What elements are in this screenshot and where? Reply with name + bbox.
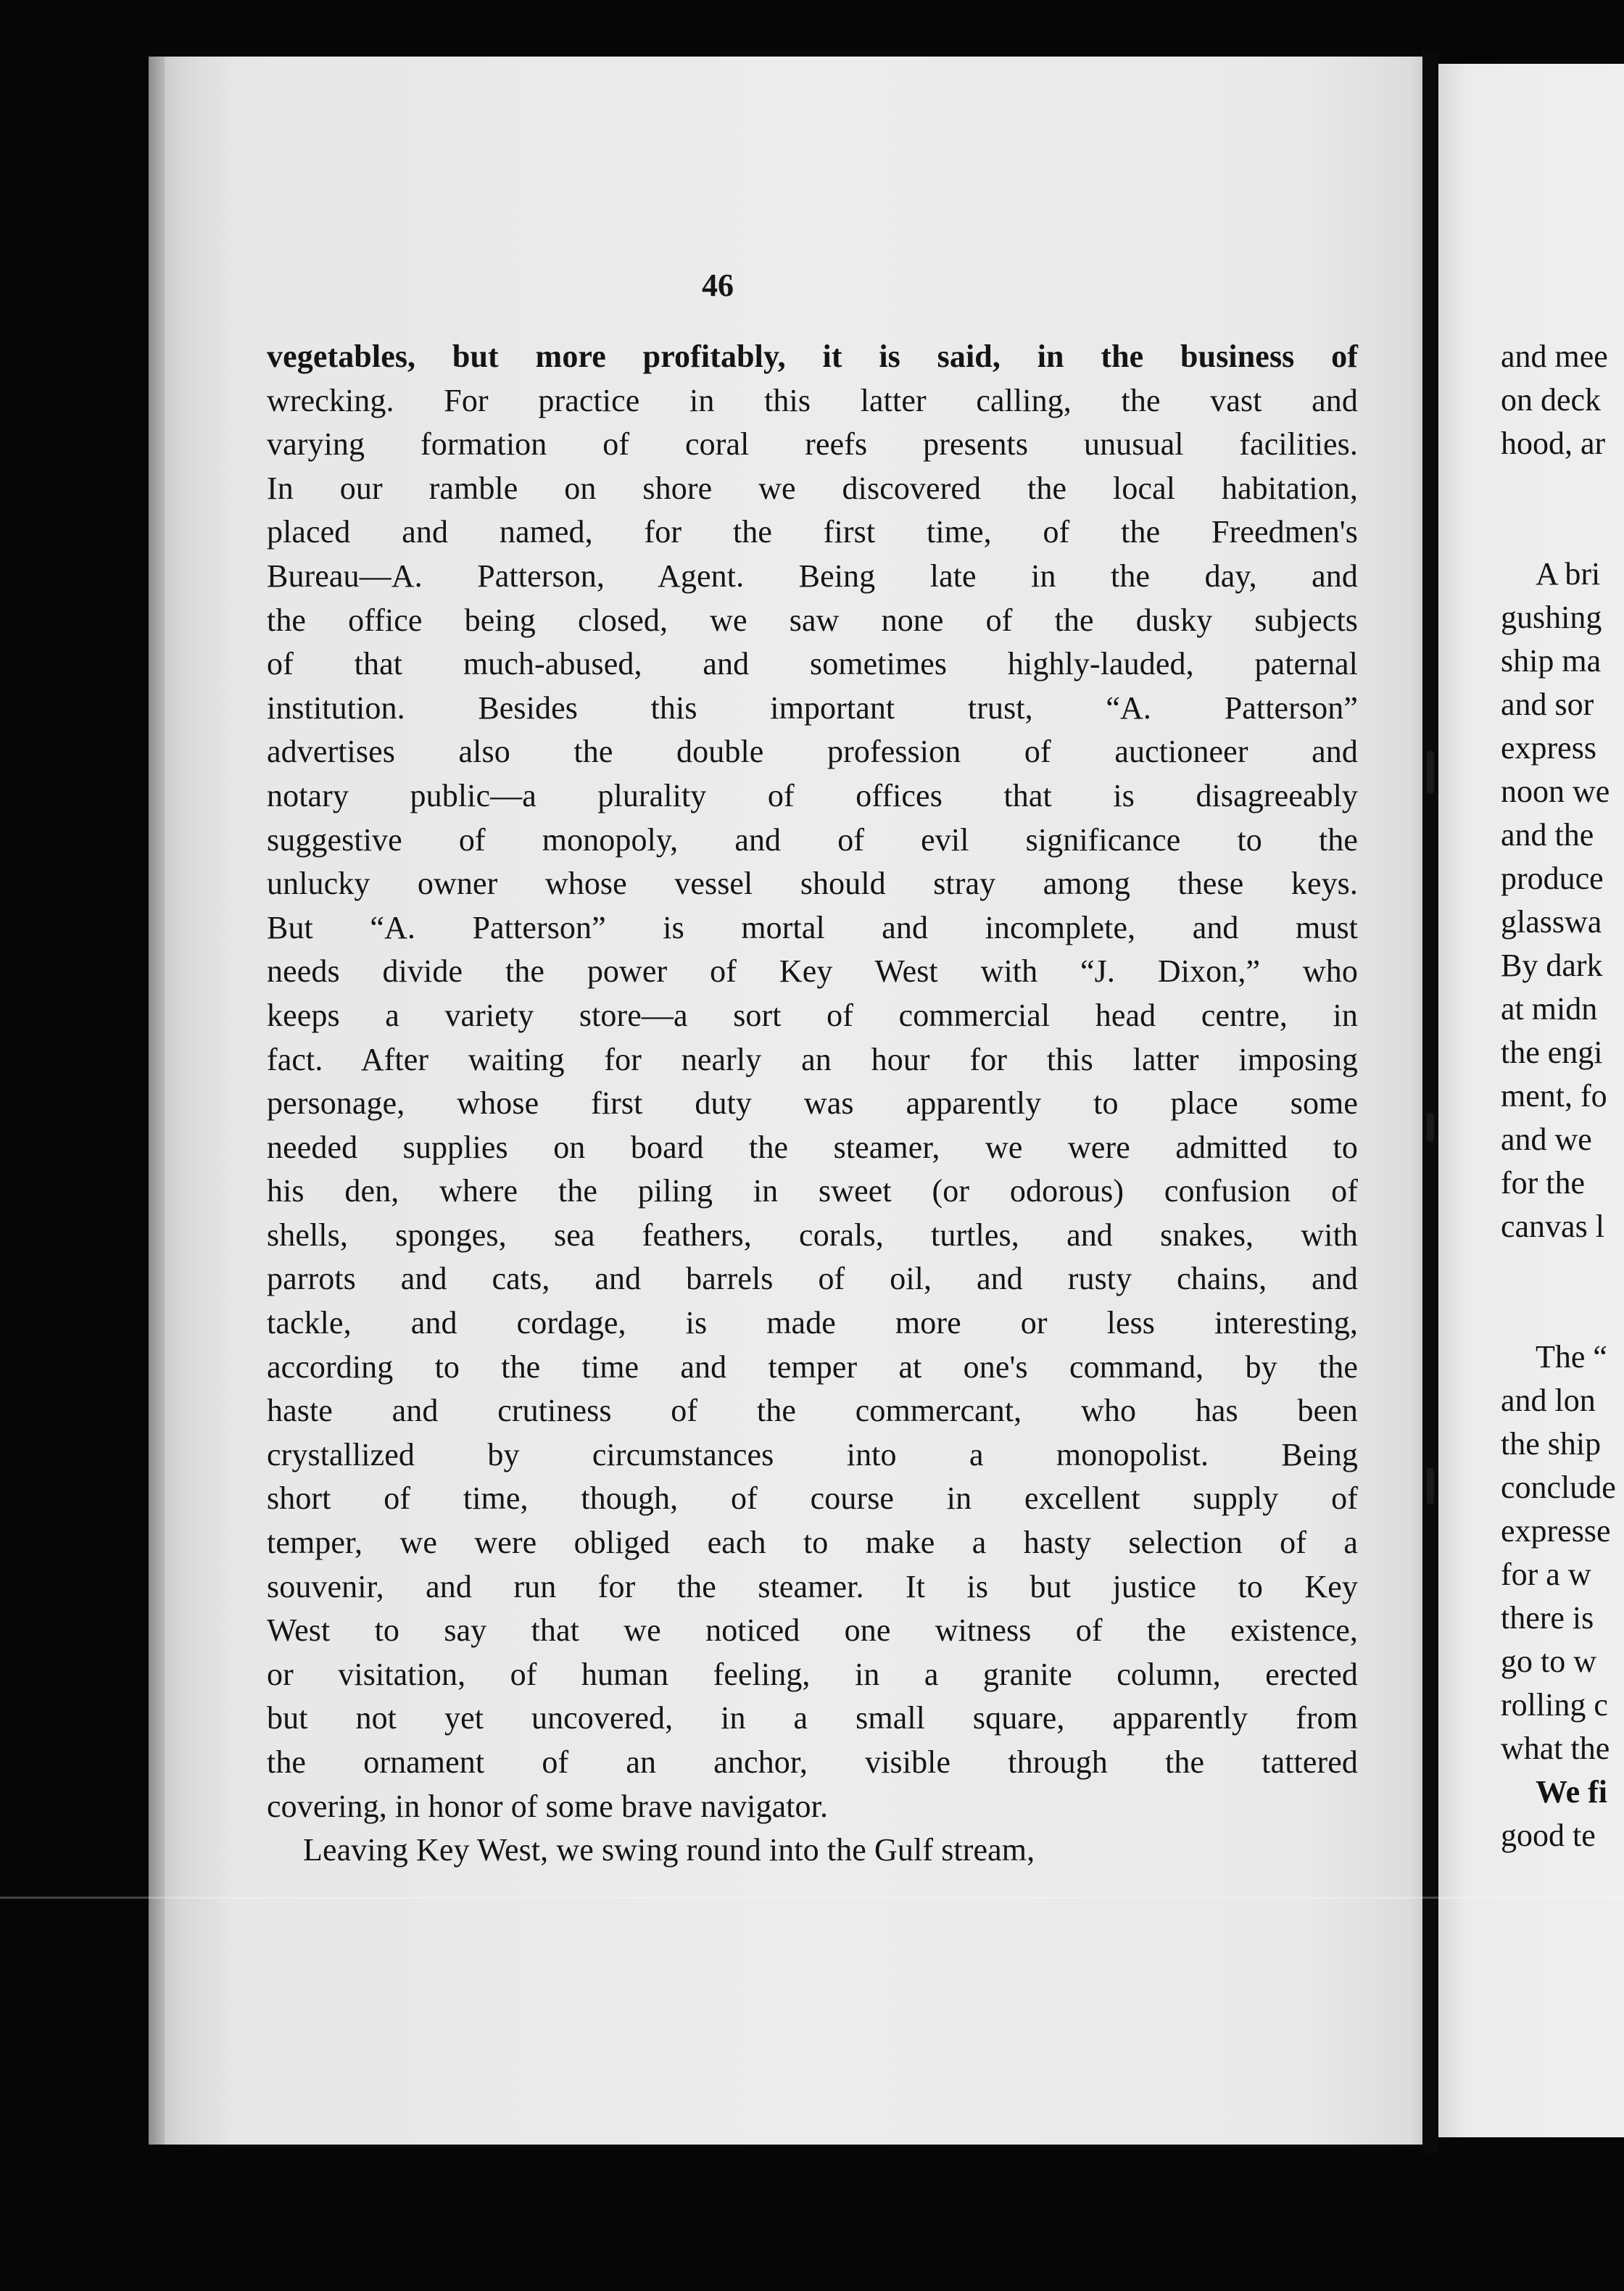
scan-artifact-line xyxy=(0,1897,1624,1899)
text-line: West to say that we noticed one witness of the existence, xyxy=(267,1612,1358,1649)
right-page-line: We fi xyxy=(1536,1774,1607,1810)
right-page-line: the ship xyxy=(1501,1426,1602,1462)
text-line: needed supplies on board the steamer, we were admitted to xyxy=(267,1129,1358,1165)
right-page-line: hood, ar xyxy=(1501,426,1606,461)
text-line: short of time, though, of course in excellent supply of xyxy=(267,1480,1358,1517)
right-page-line: and lon xyxy=(1501,1383,1596,1418)
binding-mark xyxy=(1427,1113,1434,1142)
text-line: wrecking. For practice in this latter calling, the vast and xyxy=(267,382,1358,418)
text-line: notary public—a plurality of offices that is disagreeably xyxy=(267,777,1358,813)
right-page-line: noon we xyxy=(1501,774,1610,809)
text-line: crystallized by circumstances into a monopolist. Being xyxy=(267,1436,1358,1472)
right-page-line: gushing xyxy=(1501,600,1602,635)
text-line: Leaving Key West, we swing round into the Gulf stream, xyxy=(303,1832,1035,1868)
right-page-line: at midn xyxy=(1501,991,1598,1027)
right-page-line: expresse xyxy=(1501,1513,1611,1549)
binding-mark xyxy=(1427,750,1434,794)
right-page-line: for a w xyxy=(1501,1557,1591,1592)
right-page-line: A bri xyxy=(1536,556,1601,592)
text-line: haste and crutiness of the commercant, who has been xyxy=(267,1393,1358,1429)
right-page-line: ship ma xyxy=(1501,643,1602,679)
right-page-line: the engi xyxy=(1501,1035,1603,1070)
right-page-line: go to w xyxy=(1501,1644,1596,1679)
right-page-line: on deck xyxy=(1501,382,1602,418)
text-line: covering, in honor of some brave navigator. xyxy=(267,1788,829,1824)
binding-mark xyxy=(1427,1468,1434,1504)
right-page-line: rolling c xyxy=(1501,1687,1608,1723)
right-page-line: what the xyxy=(1501,1731,1610,1766)
text-line: shells, sponges, sea feathers, corals, turtles, and snakes, with xyxy=(267,1217,1358,1253)
right-page-line: produce xyxy=(1501,861,1604,896)
right-page-line: The “ xyxy=(1536,1339,1607,1375)
text-line: parrots and cats, and barrels of oil, and rusty chains, and xyxy=(267,1261,1358,1297)
right-page-line: glasswa xyxy=(1501,904,1602,940)
right-page-line: there is xyxy=(1501,1600,1594,1636)
right-page-line: and we xyxy=(1501,1122,1592,1157)
text-line: suggestive of monopoly, and of evil significance to the xyxy=(267,821,1358,858)
text-line: But “A. Patterson” is mortal and incomplete, and must xyxy=(267,909,1358,945)
text-line: unlucky owner whose vessel should stray among these keys. xyxy=(267,866,1358,902)
text-line: but not yet uncovered, in a small square, apparently from xyxy=(267,1700,1358,1736)
right-page-line: and sor xyxy=(1501,687,1594,722)
text-line: of that much-abused, and sometimes highly-lauded, paternal xyxy=(267,646,1358,682)
right-page-line: and the xyxy=(1501,817,1594,853)
text-line: the ornament of an anchor, visible through the tattered xyxy=(267,1744,1358,1780)
right-page-line: for the xyxy=(1501,1165,1586,1201)
text-line: his den, where the piling in sweet (or odorous) confusion of xyxy=(267,1173,1358,1209)
text-line: institution. Besides this important trust, “A. Patterson” xyxy=(267,689,1358,726)
text-line: advertises also the double profession of auctioneer and xyxy=(267,734,1358,770)
text-line: the office being closed, we saw none of the dusky subjects xyxy=(267,602,1358,638)
text-line: varying formation of coral reefs presents unusual facilities. xyxy=(267,426,1358,463)
page-number-text: 46 xyxy=(702,268,734,303)
text-line: tackle, and cordage, is made more or less interesting, xyxy=(267,1305,1358,1341)
right-page-line: ment, fo xyxy=(1501,1078,1607,1114)
text-line: temper, we were obliged each to make a hasty selection of a xyxy=(267,1525,1358,1561)
text-line: vegetables, but more profitably, it is said, in the business of xyxy=(267,339,1358,374)
right-page-line: good te xyxy=(1501,1818,1596,1853)
right-page-line: and mee xyxy=(1501,339,1608,374)
right-page-line: canvas l xyxy=(1501,1209,1604,1244)
text-line: according to the time and temper at one's command, by the xyxy=(267,1348,1358,1385)
text-line: placed and named, for the first time, of the Freedmen's xyxy=(267,514,1358,550)
text-line: keeps a variety store—a sort of commercial head centre, in xyxy=(267,997,1358,1033)
text-line: needs divide the power of Key West with “J. Dixon,” who xyxy=(267,953,1358,990)
book-gutter xyxy=(1422,51,1438,2153)
text-line: personage, whose first duty was apparently to place some xyxy=(267,1085,1358,1122)
text-line: Bureau—A. Patterson, Agent. Being late in the day, and xyxy=(267,558,1358,594)
text-line: or visitation, of human feeling, in a granite column, erected xyxy=(267,1656,1358,1692)
right-page-line: express xyxy=(1501,730,1596,766)
text-line: souvenir, and run for the steamer. It is but justice to Key xyxy=(267,1568,1358,1604)
text-line: In our ramble on shore we discovered the local habitation, xyxy=(267,470,1358,506)
right-page-line: conclude xyxy=(1501,1470,1616,1505)
right-page-line: By dark xyxy=(1501,948,1603,983)
main-text-block xyxy=(267,335,1358,1873)
text-line: fact. After waiting for nearly an hour for this latter imposing xyxy=(267,1041,1358,1077)
